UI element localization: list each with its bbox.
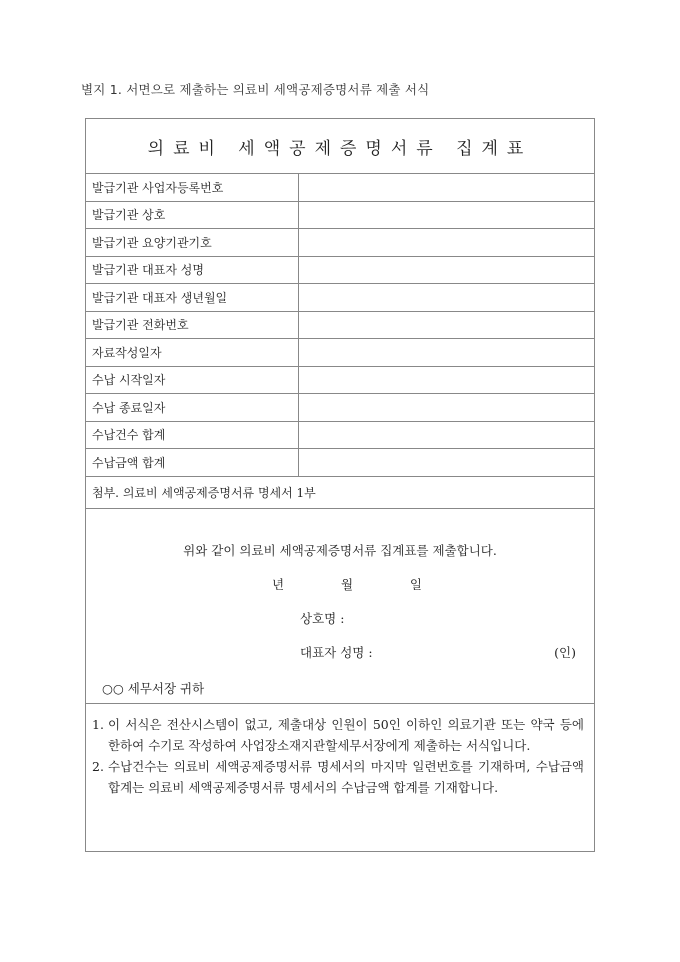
row-label: 수납건수 합계 <box>86 422 299 449</box>
row-label: 수납 시작일자 <box>86 367 299 394</box>
note-text: 수납건수는 의료비 세액공제증명서류 명세서의 마지막 일련번호를 기재하며, 수납금액 합계는 의료비 세액공제증명서류 명세서의 수납금액 합계를 기재합니다. <box>108 758 584 795</box>
table-row <box>86 339 594 367</box>
note-number: 1. <box>92 716 104 732</box>
date-day-label: 일 <box>409 576 422 592</box>
notes-section <box>86 704 594 798</box>
table-row <box>86 394 594 422</box>
table-row <box>86 174 594 202</box>
row-value[interactable] <box>299 422 594 449</box>
row-label: 발급기관 전화번호 <box>86 312 299 339</box>
row-label: 발급기관 대표자 성명 <box>86 257 299 284</box>
row-value[interactable] <box>299 367 594 394</box>
form-caption: 별지 1. 서면으로 제출하는 의료비 세액공제증명서류 제출 서식 <box>81 82 430 97</box>
representative-label: 대표자 성명 : <box>300 644 373 660</box>
attachment-note: 첨부. 의료비 세액공제증명서류 명세서 1부 <box>86 477 594 509</box>
table-row <box>86 422 594 450</box>
row-value[interactable] <box>299 174 594 201</box>
row-value[interactable] <box>299 202 594 229</box>
form-title: 의료비 세액공제증명서류 집계표 <box>86 119 594 174</box>
row-label: 자료작성일자 <box>86 339 299 366</box>
row-label: 발급기관 사업자등록번호 <box>86 174 299 201</box>
table-row <box>86 284 594 312</box>
submission-block <box>86 509 594 704</box>
table-row <box>86 229 594 257</box>
list-item <box>92 714 584 756</box>
row-value[interactable] <box>299 449 594 476</box>
submission-statement: 위와 같이 의료비 세액공제증명서류 집계표를 제출합니다. <box>183 542 497 558</box>
seal-mark: (인) <box>554 644 576 660</box>
note-text: 이 서식은 전산시스템이 없고, 제출대상 인원이 50인 이하인 의료기관 또는 약국 등에 한하여 수기로 작성하여 사업장소재지관할세무서장에게 제출하는 서식입니다. <box>108 716 584 753</box>
list-item <box>92 756 584 798</box>
table-row <box>86 312 594 340</box>
row-value[interactable] <box>299 229 594 256</box>
table-row <box>86 257 594 285</box>
row-value[interactable] <box>299 257 594 284</box>
row-value[interactable] <box>299 339 594 366</box>
row-value[interactable] <box>299 312 594 339</box>
row-label: 수납금액 합계 <box>86 449 299 476</box>
row-value[interactable] <box>299 394 594 421</box>
row-label: 발급기관 요양기관기호 <box>86 229 299 256</box>
row-label: 수납 종료일자 <box>86 394 299 421</box>
row-value[interactable] <box>299 284 594 311</box>
submission-date <box>272 575 422 593</box>
info-table <box>86 174 594 477</box>
table-row <box>86 449 594 477</box>
row-label: 발급기관 상호 <box>86 202 299 229</box>
date-year-label: 년 <box>272 576 285 592</box>
date-month-label: 월 <box>340 576 354 592</box>
table-row <box>86 202 594 230</box>
row-label: 발급기관 대표자 생년월일 <box>86 284 299 311</box>
summary-form <box>85 118 595 852</box>
note-number: 2. <box>92 758 104 774</box>
business-name-label: 상호명 : <box>300 610 345 626</box>
table-row <box>86 367 594 395</box>
addressee: ○○ 세무서장 귀하 <box>102 680 205 696</box>
